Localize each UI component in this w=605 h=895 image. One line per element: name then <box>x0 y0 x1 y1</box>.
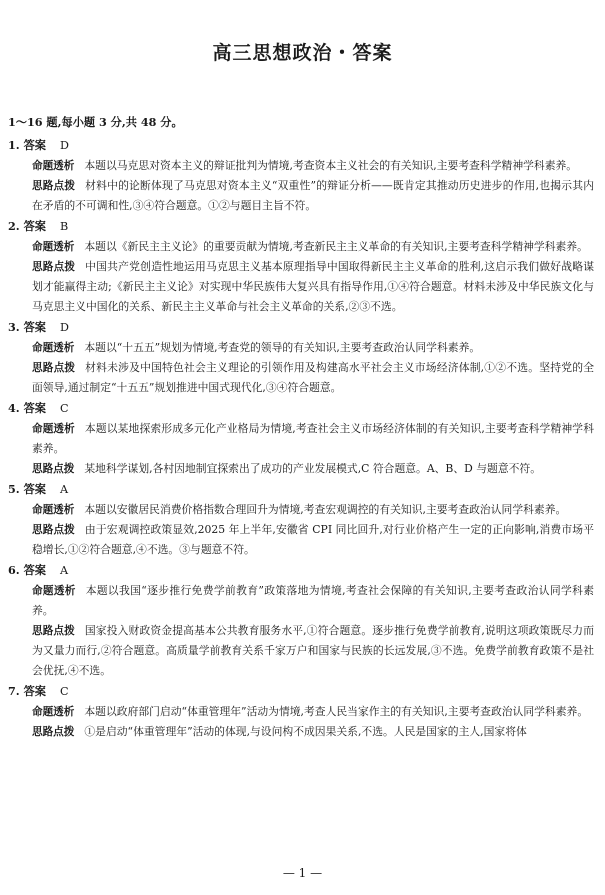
answer-label: 答案 <box>23 138 46 152</box>
hint-label: 思路点拨 <box>32 362 76 374</box>
hint-label: 思路点拨 <box>32 625 75 637</box>
hint-paragraph <box>8 722 594 742</box>
analysis-paragraph <box>8 338 594 358</box>
analysis-paragraph <box>8 156 594 176</box>
hint-text: 材料中的论断体现了马克思对资本主义“双重性”的辩证分析——既肯定其推动历史进步的作用,也揭示其内在矛盾的不可调和性,③④符合题意。①②与题目主旨不符。 <box>32 179 595 212</box>
analysis-label: 命题透析 <box>32 585 76 597</box>
hint-paragraph <box>8 358 594 398</box>
answer-label: 答案 <box>23 401 46 415</box>
question-answer-line <box>8 135 594 156</box>
hint-label: 思路点拨 <box>32 463 75 475</box>
analysis-text: 本题以政府部门启动“体重管理年”活动为情境,考查人民当家作主的有关知识,主要考查政治认同学科素养。 <box>84 705 589 718</box>
analysis-paragraph <box>8 237 594 257</box>
answer-label: 答案 <box>23 563 46 577</box>
hint-paragraph <box>8 621 594 681</box>
hint-label: 思路点拨 <box>32 261 76 273</box>
answer-label: 答案 <box>23 320 46 334</box>
question-number: 7. <box>8 684 20 698</box>
question-number: 3. <box>8 320 20 334</box>
analysis-paragraph <box>8 419 594 459</box>
answer-choice: A <box>59 483 69 496</box>
analysis-text: 本题以《新民主主义论》的重要贡献为情境,考查新民主主义革命的有关知识,主要考查科学精神学科素养。 <box>84 240 588 253</box>
hint-text: 国家投入财政资金提高基本公共教育服务水平,①符合题意。逐步推行免费学前教育,说明这项政策既尽力而为又量力而行,②符合题意。高质量学前教育关系千家万户和国家与民族的长远发展,③不选。免费学前教育政策不是社会优抚,④不选。 <box>32 624 594 677</box>
question-number: 6. <box>8 563 20 577</box>
question-block <box>8 216 594 317</box>
answer-choice: D <box>59 321 69 334</box>
analysis-text: 本题以“十五五”规划为情境,考查党的领导的有关知识,主要考查政治认同学科素养。 <box>84 341 481 354</box>
answer-label: 答案 <box>23 482 46 496</box>
hint-text: 材料未涉及中国特色社会主义理论的引领作用及构建高水平社会主义市场经济体制,①②不选。坚持党的全面领导,通过制定“十五五”规划推进中国式现代化,③④符合题意。 <box>32 361 594 394</box>
question-answer-line <box>8 479 594 500</box>
answer-choice: B <box>59 220 69 233</box>
answer-choice: A <box>59 564 69 577</box>
page-number: — 1 — <box>282 866 323 880</box>
answer-label: 答案 <box>23 684 46 698</box>
analysis-text: 本题以安徽居民消费价格指数合理回升为情境,考查宏观调控的有关知识,主要考查政治认同学科素养。 <box>84 503 567 516</box>
analysis-text: 本题以我国“逐步推行免费学前教育”政策落地为情境,考查社会保障的有关知识,主要考查政治认同学科素养。 <box>32 584 594 617</box>
question-block <box>8 681 594 742</box>
question-block <box>8 398 594 479</box>
question-answer-line <box>8 560 594 581</box>
question-block <box>8 560 594 681</box>
answer-label: 答案 <box>23 219 46 233</box>
question-number: 5. <box>8 482 20 496</box>
question-answer-line <box>8 216 594 237</box>
question-answer-line <box>8 398 594 419</box>
analysis-paragraph <box>8 702 594 722</box>
question-block <box>8 135 594 216</box>
question-answer-line <box>8 681 594 702</box>
analysis-label: 命题透析 <box>32 160 75 172</box>
question-block <box>8 479 594 560</box>
hint-text: ①是启动“体重管理年”活动的体现,与设问构不成因果关系,不选。人民是国家的主人,国家将体 <box>84 725 527 738</box>
hint-text: 中国共产党创造性地运用马克思主义基本原理指导中国取得新民主主义革命的胜利,这启示我们做好战略谋划才能赢得主动;《新民主主义论》对实现中华民族伟大复兴具有指导作用,①④符合题意。材料未涉及中华民族文化与马克思主义中国化的关系、新民主主义革命与社会主义革命的关系,②③不选。 <box>32 260 594 313</box>
analysis-text: 本题以某地探索形成多元化产业格局为情境,考查社会主义市场经济体制的有关知识,主要考查科学精神学科素养。 <box>32 422 594 455</box>
section-intro: 1～16 题,每小题 3 分,共 48 分。 <box>8 115 183 129</box>
analysis-paragraph <box>8 500 594 520</box>
hint-paragraph <box>8 459 594 479</box>
hint-text: 由于宏观调控政策显效,2025 年上半年,安徽省 CPI 同比回升,对行业价格产生一定的正向影响,消费市场平稳增长,①②符合题意,④不选。③与题意不符。 <box>32 523 594 556</box>
analysis-label: 命题透析 <box>32 706 75 718</box>
page-title: 高三思想政治・答案 <box>212 42 393 64</box>
hint-paragraph <box>8 176 594 216</box>
analysis-label: 命题透析 <box>32 342 75 354</box>
question-block <box>8 317 594 398</box>
hint-label: 思路点拨 <box>32 726 75 738</box>
hint-paragraph <box>8 520 594 560</box>
hint-text: 某地科学谋划,各村因地制宜探索出了成功的产业发展模式,C 符合题意。A、B、D 与题意不符。 <box>84 462 542 475</box>
answers-list <box>8 135 594 742</box>
hint-label: 思路点拨 <box>32 180 76 192</box>
question-answer-line <box>8 317 594 338</box>
analysis-label: 命题透析 <box>32 504 75 516</box>
analysis-label: 命题透析 <box>32 423 75 435</box>
answer-choice: D <box>59 139 69 152</box>
answer-choice: C <box>59 402 69 415</box>
question-number: 4. <box>8 401 20 415</box>
hint-paragraph <box>8 257 594 317</box>
analysis-paragraph <box>8 581 594 621</box>
analysis-text: 本题以马克思对资本主义的辩证批判为情境,考查资本主义社会的有关知识,主要考查科学精神学科素养。 <box>84 159 578 172</box>
analysis-label: 命题透析 <box>32 241 75 253</box>
hint-label: 思路点拨 <box>32 524 75 536</box>
answer-choice: C <box>59 685 69 698</box>
question-number: 1. <box>8 138 20 152</box>
question-number: 2. <box>8 219 20 233</box>
